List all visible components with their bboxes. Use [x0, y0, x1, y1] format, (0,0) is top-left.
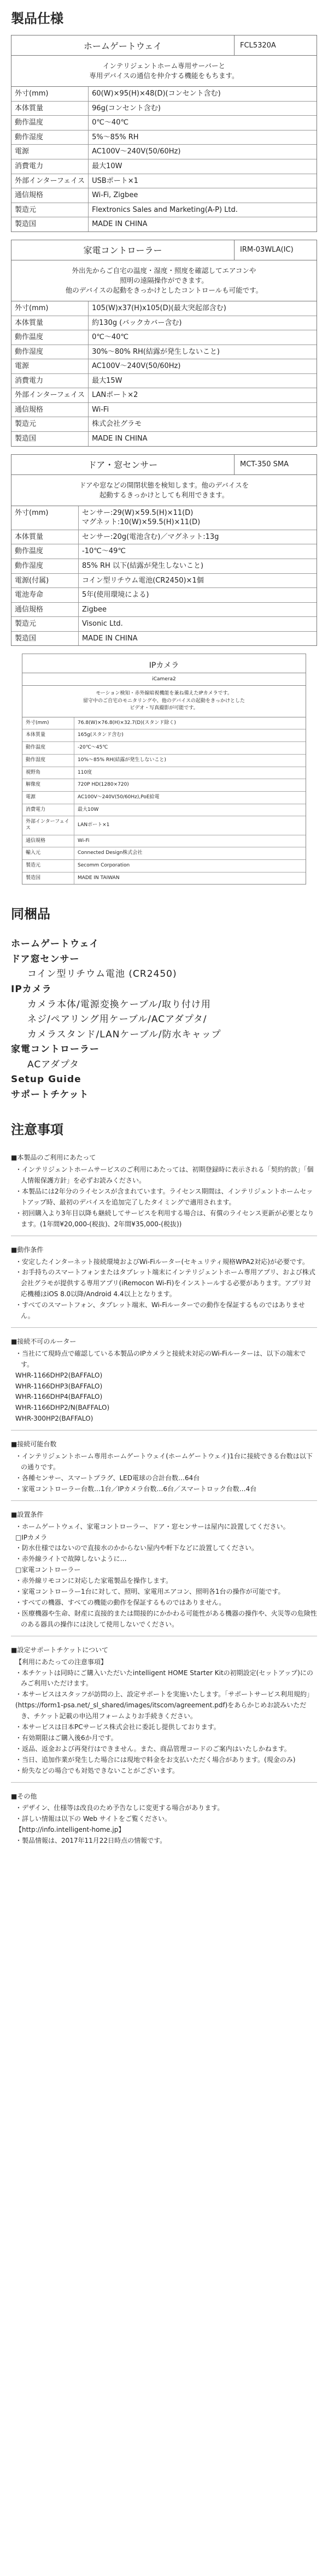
- spec-value: -20℃～45℃: [74, 742, 306, 755]
- spec-key: 製造国: [11, 217, 89, 232]
- spec-key: 消費電力: [11, 373, 89, 388]
- spec-value: LANポート×1: [74, 816, 306, 835]
- notes-item: ・紛失などの場合でも対処できないことがございます。: [15, 1766, 179, 1774]
- spec-value: MADE IN CHINA: [89, 217, 317, 232]
- gateway-desc: [11, 56, 317, 87]
- gateway-card: [11, 35, 317, 232]
- bundle-subitem: カメラ本体/電源変換ケーブル/取り付け用: [27, 999, 211, 1010]
- spec-value: Visonic Ltd.: [79, 617, 317, 632]
- spec-key: 電池寿命: [11, 588, 79, 603]
- spec-row: [22, 872, 306, 884]
- spec-key: 製造元: [11, 203, 89, 217]
- spec-value: Wi-Fi: [89, 402, 317, 417]
- spec-value: 76.8(W)×76.8(H)×32.7(D)(スタンド除く): [78, 720, 176, 726]
- spec-key: 動作温度: [11, 116, 89, 130]
- spec-row: [11, 530, 317, 544]
- spec-key: 消費電力: [11, 159, 89, 174]
- spec-key: 動作湿度: [11, 559, 79, 574]
- spec-row: [11, 174, 317, 188]
- notes-item: ・詳しい情報は以下の Web サイトをご覧ください。: [15, 1815, 171, 1823]
- spec-row: [22, 767, 306, 779]
- spec-key: 通信規格: [11, 188, 89, 203]
- notes-item: WHR-1166DHP2/N(BAFFALO): [15, 1404, 110, 1412]
- camera-model: iCamera2: [22, 673, 306, 686]
- notes-list: [11, 1657, 317, 1777]
- spec-value: 0℃～40℃: [89, 330, 317, 345]
- notes-item: ・インテリジェントホーム専用ホームゲートウェイ(ホームゲートウェイ)1台に接続できる台数は以下の通りです。: [15, 1452, 313, 1471]
- spec-key: 本体質量: [11, 101, 89, 116]
- notes-item: ・防水仕様ではないので直接水のかからない屋内や軒下などに設置してください。: [15, 1544, 259, 1552]
- spec-row: [11, 573, 317, 588]
- spec-value: Secomm Corporation: [74, 860, 306, 872]
- notes-list: [11, 1522, 317, 1630]
- spec-row: [11, 602, 317, 617]
- notes-heading: ■動作条件: [11, 1245, 44, 1254]
- spec-key: 電源(付属): [11, 573, 79, 588]
- notes-item: ・安定したインターネット接続環境およびWi-Fiルーター(セキュリティ規格WPA2対応)が必要です。: [15, 1257, 309, 1266]
- notes-item: ・返品、返金および再発行はできません。また、商品管理コードのご案内はいたしかねます。: [15, 1744, 291, 1753]
- spec-key: 通信規格: [11, 602, 79, 617]
- divider: [11, 1500, 317, 1501]
- notes-item: ・本サービスは日本PCサービス株式会社に委託し提供しております。: [15, 1723, 220, 1731]
- spec-key: 動作湿度: [11, 345, 89, 359]
- sensor-spec-table: [11, 506, 317, 645]
- spec-key: 消費電力: [22, 804, 74, 816]
- spec-value: 165g(スタンド含む): [74, 729, 306, 742]
- notes-title: 注意事項: [11, 1122, 63, 1138]
- spec-row: [22, 804, 306, 816]
- notes-item: 【利用にあたっての注意事項】: [15, 1658, 108, 1666]
- spec-value: 96g(コンセント含む): [89, 101, 317, 116]
- sensor-card: [11, 454, 317, 646]
- desc-line: 専用デバイスの通信を仲介する機能をもちます。: [89, 72, 239, 80]
- bundle-subitem: カメラスタンド/LANケーブル/防水キャップ: [27, 1029, 221, 1040]
- spec-row: [11, 544, 317, 559]
- gateway-spec-table: [11, 87, 317, 231]
- notes-item: ・当社にて現時点で確認している本製品のIPカメラと接続未対応のWi-Fiルーターは、以下の端末です。: [15, 1349, 306, 1368]
- spec-value: MADE IN CHINA: [89, 432, 317, 446]
- spec-row: [22, 742, 306, 755]
- spec-row: [11, 217, 317, 232]
- spec-key: 本体質量: [11, 316, 89, 330]
- bundle-item: Setup Guide: [11, 1074, 81, 1085]
- spec-row: [11, 87, 317, 101]
- spec-key: 製造国: [11, 432, 89, 446]
- desc-line: ビデオ・写真撮影が可能です。: [130, 705, 198, 711]
- notes-heading: ■設定サポートチケットについて: [11, 1646, 109, 1654]
- notes-item: ・医療機器や生命、財産に直接的または間接的にかかわる可能性がある機器の操作や、火災等の危険性のある器具の操作には決して使用しないでください。: [15, 1609, 317, 1628]
- spec-value: 110度: [74, 767, 306, 779]
- spec-key: 動作温度: [11, 330, 89, 345]
- controller-card: [11, 240, 317, 447]
- spec-key: 外部インターフェイス: [22, 816, 74, 835]
- spec-key: 動作湿度: [22, 754, 74, 767]
- spec-key: 外寸(mm): [11, 87, 89, 101]
- sensor-name: ドア・窓センサー: [87, 460, 158, 471]
- notes-item: 【http://info.intelligent-home.jp】: [15, 1826, 125, 1834]
- spec-row: [11, 631, 317, 645]
- spec-key: 通信規格: [11, 402, 89, 417]
- notes-list: [11, 1165, 317, 1230]
- spec-row: [11, 559, 317, 574]
- camera-spec-table: [22, 717, 306, 885]
- spec-value: AC100V～240V(50/60Hz): [89, 359, 317, 374]
- desc-line: 起動するきっかけとしても利用できます。: [99, 490, 229, 499]
- divider: [11, 1430, 317, 1431]
- spec-value: Wi-Fi: [74, 835, 306, 847]
- spec-value: USBポート×1: [89, 174, 317, 188]
- bundle-list: [11, 937, 317, 1102]
- spec-key: 動作温度: [11, 544, 79, 559]
- bundle-subitem: ACアダプタ: [27, 1059, 79, 1070]
- controller-spec-table: [11, 301, 317, 446]
- spec-value: LANポート×2: [89, 388, 317, 403]
- notes-item: ・赤外線ライトで故障しないように…: [15, 1555, 127, 1563]
- spec-value: Wi-Fi, Zigbee: [89, 188, 317, 203]
- sensor-desc: [11, 475, 317, 506]
- spec-value: MADE IN TAIWAN: [74, 872, 306, 884]
- notes-item: ・すべての機器、すべての機能の動作を保証するものではありません。: [15, 1598, 226, 1606]
- desc-line: モーション検知・赤外線暗視機能を兼ね備えたIPカメラです。: [96, 691, 232, 697]
- desc-line: 外出先からご自宅の温度・湿度・照度を確認してエアコンや: [72, 266, 256, 275]
- bundle-item: IPカメラ: [11, 984, 52, 995]
- notes-item: WHR-300HP2(BAFFALO): [15, 1415, 93, 1423]
- spec-row: [11, 301, 317, 316]
- spec-row: [11, 402, 317, 417]
- controller-desc: [11, 260, 317, 301]
- spec-key: 電源: [11, 359, 89, 374]
- spec-row: [11, 432, 317, 446]
- camera-card: [22, 654, 306, 885]
- spec-row: [11, 388, 317, 403]
- bundle-item: 家電コントローラー: [11, 1044, 99, 1055]
- spec-key: 外部インターフェイス: [11, 174, 89, 188]
- notes-item: ・本サービスはスタッフが訪問の上、設定サポートを実施いたします。「サポートサービス利用規約」: [15, 1690, 314, 1699]
- spec-value: 10%～85% RH(結露が発生しないこと): [74, 754, 306, 767]
- spec-key: 電源: [22, 791, 74, 804]
- notes-heading: ■設置条件: [11, 1510, 44, 1518]
- bundle-item: ホームゲートウェイ: [11, 939, 99, 950]
- bundle-item: ドア窓センサー: [11, 953, 80, 965]
- controller-model: IRM-03WLA(IC): [234, 240, 317, 260]
- spec-row: [22, 860, 306, 872]
- spec-row: [22, 816, 306, 835]
- spec-row: [11, 359, 317, 374]
- spec-key: 本体質量: [11, 530, 79, 544]
- spec-row: [22, 729, 306, 742]
- spec-key: 製造国: [11, 631, 79, 645]
- spec-row: [22, 717, 306, 729]
- spec-key: 動作温度: [22, 742, 74, 755]
- notes-item: ・本チケットは同時にご購入いただいたintelligent HOME Starter Kitの初期設定(セットアップ)にのみご利用いただけます。: [15, 1669, 313, 1688]
- spec-key: 製造国: [22, 872, 74, 884]
- spec-key: 製造元: [22, 860, 74, 872]
- spec-value: 30%～80% RH(結露が発生しないこと): [89, 345, 317, 359]
- notes-item: ・初回購入より3年目以降も継続してサービスを利用する場合は、有償のライセンス更新が必要となります。(1年間¥20,000-(税抜)、2年間¥35,000-(税抜)): [15, 1209, 314, 1228]
- spec-value: Zigbee: [79, 602, 317, 617]
- spec-key: 通信規格: [22, 835, 74, 847]
- spec-key: 製造元: [11, 617, 79, 632]
- spec-key: 解像度: [22, 779, 74, 792]
- spec-value: 最大10W: [74, 804, 306, 816]
- spec-row: [22, 754, 306, 767]
- notes-item: WHR-1166DHP4(BAFFALO): [15, 1393, 103, 1401]
- spec-key: 本体質量: [22, 729, 74, 742]
- notes-item: □IPカメラ: [15, 1533, 48, 1541]
- notes-item: ・すべてのスマートフォン、タブレット端末、Wi-Fiルーターでの動作を保証するものではありません。: [15, 1301, 305, 1320]
- notes-item: ・赤外線リモコンに対応した家電製品を操作します。: [15, 1577, 173, 1585]
- notes-item: ・有効期限はご購入後6か月です。: [15, 1734, 118, 1742]
- spec-value: -10℃～49℃: [79, 544, 317, 559]
- spec-row: [11, 101, 317, 116]
- bundle-subitem: コイン型リチウム電池 (CR2450): [27, 969, 177, 980]
- spec-row: [11, 588, 317, 603]
- spec-row: [22, 791, 306, 804]
- notes-item: ・ホームゲートウェイ、家電コントローラー、ドア・窓センサーは屋内に設置してください。: [15, 1522, 290, 1530]
- spec-value: 約130g (バックカバー含む): [89, 316, 317, 330]
- spec-row: [11, 159, 317, 174]
- notes-item: ・各種センサー、スマートプラグ、LED電球の合計台数…64台: [15, 1474, 200, 1482]
- spec-value: Connected Design株式会社: [74, 847, 306, 860]
- notes-list: [11, 1451, 317, 1495]
- spec-value: 0℃～40℃: [89, 116, 317, 130]
- notes-item: ・デザイン、仕様等は改良のため予告なしに変更する場合があります。: [15, 1804, 224, 1812]
- notes-list: [11, 1803, 317, 1847]
- bundle-subitem: ネジ/ペアリング用ケーブル/ACアダプタ/: [27, 1014, 207, 1025]
- spec-row: [11, 145, 317, 159]
- spec-value: 最大15W: [89, 373, 317, 388]
- notes-heading: ■本製品のご利用にあたって: [11, 1154, 96, 1162]
- notes-item: (https://form1-psa.net/_sl_shared/images/itscom/agreement.pdf)をあらかじめお読みいただき、チケット記載の申込用フォームよりお手続きください。: [15, 1701, 307, 1720]
- notes: [11, 1153, 317, 1847]
- spec-value: 5%～85% RH: [89, 130, 317, 145]
- camera-desc: [22, 686, 306, 717]
- spec-row: [11, 203, 317, 217]
- spec-row: [11, 130, 317, 145]
- desc-line: 他のデバイスの起動をきっかけとしたコントロールも可能です。: [65, 286, 263, 294]
- divider: [11, 1782, 317, 1783]
- spec-value: 60(W)×95(H)×48(D)(コンセント含む): [92, 90, 221, 98]
- spec-key: 動作湿度: [11, 130, 89, 145]
- notes-item: ・本製品には2年分のライセンスが含まれています。ライセンス期間は、インテリジェントホームセットアップ時、最初のデバイスを追加完了したタイミングで適用されます。: [15, 1187, 313, 1206]
- notes-heading: ■接続不可のルーター: [11, 1337, 77, 1345]
- gateway-name: ホームゲートウェイ: [83, 40, 162, 51]
- notes-item: WHR-1166DHP3(BAFFALO): [15, 1382, 103, 1390]
- spec-key: 製造元: [11, 417, 89, 432]
- spec-row: [11, 316, 317, 330]
- spec-value: Flextronics Sales and Marketing(A-P) Ltd.: [89, 203, 317, 217]
- controller-name: 家電コントローラー: [83, 245, 162, 256]
- spec-key: 外寸(mm): [11, 506, 79, 530]
- desc-line: インテリジェントホーム専用サーバーと: [102, 62, 226, 70]
- notes-heading: ■その他: [11, 1792, 37, 1800]
- spec-key: 電源: [11, 145, 89, 159]
- notes-item: ・インテリジェントホームサービスのご利用にあたっては、初期登録時に表示される「契約約款」「個人情報保護方針」を必ずお読みください。: [15, 1166, 314, 1185]
- divider: [11, 1327, 317, 1328]
- spec-value: 株式会社グラモ: [89, 417, 317, 432]
- spec-row: [11, 617, 317, 632]
- spec-value: 5年(使用環境による): [79, 588, 317, 603]
- desc-line: 照明の遠隔操作ができます。: [120, 276, 208, 284]
- spec-row: [11, 330, 317, 345]
- camera-name: IPカメラ: [22, 654, 306, 673]
- spec-value: 105(W)x37(H)x105(D)(最大突起部含む): [92, 304, 226, 313]
- notes-item: ・お手持ちのスマートフォンまたはタブレット端末にインテリジェントホーム専用アプリ、および株式会社グラモが提供する専用アプリ(iRemocon Wi-Fi)をインストールする必要があります。アプリ対応機種はiOS 8.0以降/Android 4.4以上となります。: [15, 1268, 315, 1298]
- spec-key: 外寸(mm): [22, 717, 74, 729]
- spec-row: [22, 847, 306, 860]
- spec-value: AC100V～240V(50/60Hz),PoE給電: [74, 791, 306, 804]
- notes-list: [11, 1257, 317, 1322]
- sensor-model: MCT-350 SMA: [234, 455, 317, 474]
- spec-value: MADE IN CHINA: [79, 631, 317, 645]
- spec-row: [22, 835, 306, 847]
- notes-item: WHR-1166DHP2(BAFFALO): [15, 1371, 103, 1379]
- desc-line: 留守中のご自宅のモニタリングや、他のデバイスの起動をきっかけとした: [83, 698, 245, 704]
- notes-heading: ■接続可能台数: [11, 1440, 57, 1449]
- spec-value: AC100V～240V(50/60Hz): [89, 145, 317, 159]
- spec-key: 輸入元: [22, 847, 74, 860]
- spec-key: 外部インターフェイス: [11, 388, 89, 403]
- spec-row: [11, 373, 317, 388]
- spec-key: 視野角: [22, 767, 74, 779]
- spec-value: センサー:29(W)×59.5(H)×11(D) マグネット:10(W)×59.5(H)×11(D): [82, 508, 201, 527]
- spec-value: コイン型リチウム電池(CR2450)×1個: [79, 573, 317, 588]
- notes-item: ・家電コントローラー1台に対して、照明、家電用エアコン、照明各1台の操作が可能です。: [15, 1588, 285, 1596]
- spec-key: 外寸(mm): [11, 301, 89, 316]
- spec-value: センサー:20g(電池含む)／マグネット:13g: [79, 530, 317, 544]
- notes-item: ・家電コントローラー台数…1台／IPカメラ台数…6台／スマートロック台数…4台: [15, 1485, 257, 1493]
- notes-item: ・当日、追加作業が発生した場合には現地で料金をお支払いただく場合があります。(現金のみ): [15, 1755, 296, 1764]
- bundle-item: サポートチケット: [11, 1089, 89, 1100]
- spec-value: 85% RH 以下(結露が発生しないこと): [79, 559, 317, 574]
- notes-list: [11, 1349, 317, 1424]
- desc-line: ドアや窓などの開閉状態を検知します。他のデバイスを: [79, 480, 249, 489]
- bundle-title: 同梱品: [11, 906, 50, 922]
- spec-value: 720P HD(1280×720): [74, 779, 306, 792]
- spec-row: [11, 506, 317, 530]
- notes-item: □家電コントローラー: [15, 1566, 81, 1574]
- notes-item: ・製品情報は、2017年11月22日時点の情報です。: [15, 1837, 167, 1845]
- spec-row: [11, 188, 317, 203]
- spec-row: [11, 417, 317, 432]
- spec-row: [11, 116, 317, 130]
- spec-row: [22, 779, 306, 792]
- spec-row: [11, 345, 317, 359]
- spec-value: 最大10W: [89, 159, 317, 174]
- gateway-model: FCL5320A: [234, 35, 317, 55]
- spec-title: 製品仕様: [11, 11, 63, 26]
